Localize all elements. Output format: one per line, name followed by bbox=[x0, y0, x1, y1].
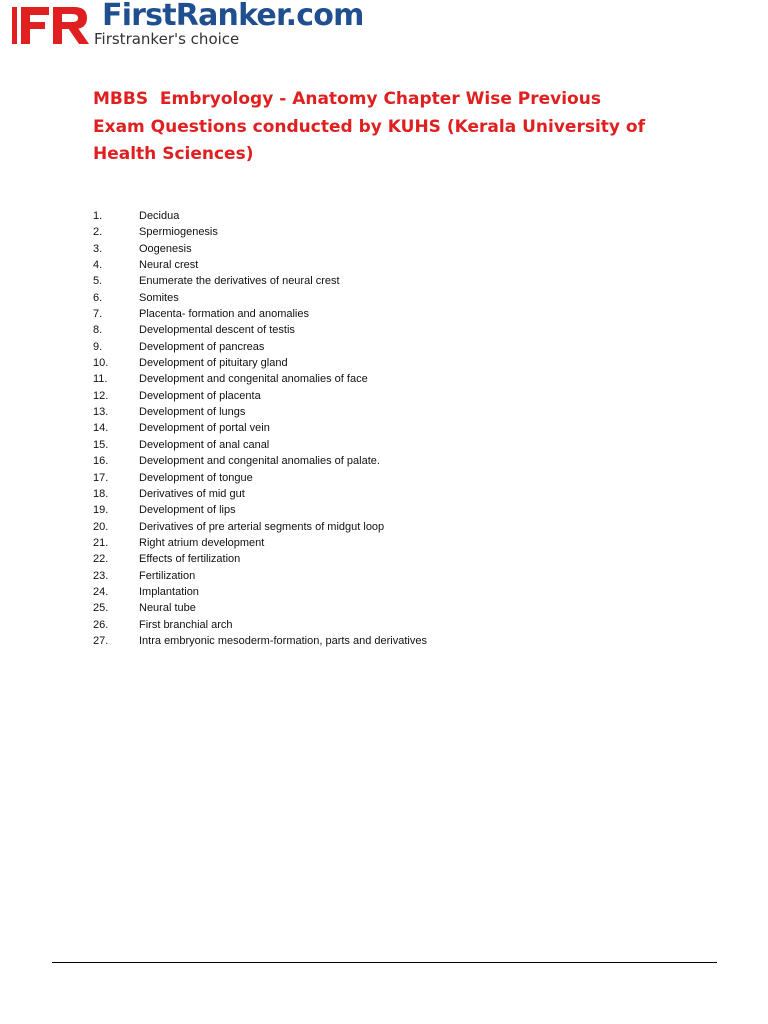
question-text: Intra embryonic mesoderm-formation, parts and derivatives bbox=[139, 634, 427, 647]
question-number: 18. bbox=[93, 487, 109, 500]
question-number: 10. bbox=[93, 357, 109, 370]
question-number: 9. bbox=[93, 340, 103, 353]
question-item bbox=[93, 600, 427, 616]
question-number: 22. bbox=[93, 553, 109, 566]
question-number: 15. bbox=[93, 438, 109, 451]
question-item bbox=[93, 470, 427, 486]
question-text: Right atrium development bbox=[139, 536, 265, 549]
question-item bbox=[93, 551, 427, 567]
question-number: 13. bbox=[93, 406, 109, 419]
question-text: Development of pancreas bbox=[139, 340, 265, 353]
question-number: 8. bbox=[93, 324, 103, 337]
question-item bbox=[93, 633, 427, 649]
question-text: Derivatives of mid gut bbox=[139, 487, 245, 500]
question-text: Placenta- formation and anomalies bbox=[139, 308, 309, 321]
question-number: 14. bbox=[93, 422, 109, 435]
question-number: 2. bbox=[93, 226, 103, 239]
question-item bbox=[93, 617, 427, 633]
question-item bbox=[93, 371, 427, 387]
question-number: 11. bbox=[93, 373, 108, 386]
question-number: 21. bbox=[93, 536, 109, 549]
question-item bbox=[93, 208, 427, 224]
question-text: Developmental descent of testis bbox=[139, 324, 295, 337]
question-number: 1. bbox=[93, 210, 103, 222]
question-text: Oogenesis bbox=[139, 242, 192, 255]
question-item bbox=[93, 420, 427, 436]
question-item bbox=[93, 306, 427, 322]
question-number: 24. bbox=[93, 585, 109, 598]
question-text: Effects of fertilization bbox=[139, 553, 241, 566]
question-item bbox=[93, 355, 427, 371]
question-item bbox=[93, 241, 427, 257]
question-number: 19. bbox=[93, 504, 109, 517]
question-item bbox=[93, 568, 427, 584]
question-text: Spermiogenesis bbox=[139, 226, 218, 239]
question-text: Development of anal canal bbox=[139, 438, 270, 451]
question-number: 23. bbox=[93, 569, 109, 582]
question-text: Neural crest bbox=[139, 259, 199, 272]
question-item bbox=[93, 388, 427, 404]
question-item bbox=[93, 502, 427, 518]
question-number: 6. bbox=[93, 291, 103, 304]
question-item bbox=[93, 224, 427, 240]
question-item bbox=[93, 273, 427, 289]
question-list bbox=[93, 208, 427, 649]
document-title: MBBS Embryology - Anatomy Chapter Wise Previous Exam Questions conducted by KUHS (Kerala University of Health Sciences) bbox=[93, 89, 651, 164]
question-text: Development of lips bbox=[139, 504, 236, 517]
question-text: Somites bbox=[139, 291, 179, 304]
question-text: Development and congenital anomalies of face bbox=[139, 373, 368, 386]
question-item bbox=[93, 535, 427, 551]
question-number: 26. bbox=[93, 618, 109, 631]
question-number: 5. bbox=[93, 275, 103, 288]
question-number: 27. bbox=[93, 634, 109, 647]
question-text: Development of tongue bbox=[139, 471, 253, 484]
question-item bbox=[93, 322, 427, 338]
question-text: Development of placenta bbox=[139, 389, 261, 402]
question-text: Derivatives of pre arterial segments of midgut loop bbox=[139, 520, 385, 533]
question-text: Development of pituitary gland bbox=[139, 357, 288, 370]
question-item bbox=[93, 437, 427, 453]
question-item bbox=[93, 453, 427, 469]
question-number: 3. bbox=[93, 242, 103, 255]
question-item bbox=[93, 290, 427, 306]
question-item bbox=[93, 584, 427, 600]
question-number: 16. bbox=[93, 455, 109, 468]
question-number: 25. bbox=[93, 602, 109, 615]
question-text: Development of lungs bbox=[139, 406, 246, 419]
question-text: Development and congenital anomalies of palate. bbox=[139, 455, 380, 468]
logo-name: FirstRanker.com bbox=[102, 0, 364, 33]
question-text: Implantation bbox=[139, 585, 199, 598]
question-text: Neural tube bbox=[139, 602, 196, 615]
question-number: 7. bbox=[93, 308, 103, 321]
question-text: First branchial arch bbox=[139, 618, 233, 631]
question-number: 20. bbox=[93, 520, 109, 533]
question-item bbox=[93, 519, 427, 535]
question-item bbox=[93, 486, 427, 502]
question-text: Enumerate the derivatives of neural crest bbox=[139, 275, 340, 288]
question-item bbox=[93, 257, 427, 273]
question-text: Development of portal vein bbox=[139, 422, 270, 435]
logo-tagline: Firstranker's choice bbox=[94, 30, 240, 48]
firstranker-logo[interactable] bbox=[10, 0, 364, 50]
question-number: 12. bbox=[93, 389, 109, 402]
footer-divider bbox=[52, 962, 717, 963]
question-item bbox=[93, 339, 427, 355]
question-text: Fertilization bbox=[139, 569, 196, 582]
fr-logo-mark-icon bbox=[10, 0, 90, 46]
question-number: 17. bbox=[93, 471, 109, 484]
question-text: Decidua bbox=[139, 210, 180, 222]
question-number: 4. bbox=[93, 259, 103, 272]
question-item bbox=[93, 404, 427, 420]
